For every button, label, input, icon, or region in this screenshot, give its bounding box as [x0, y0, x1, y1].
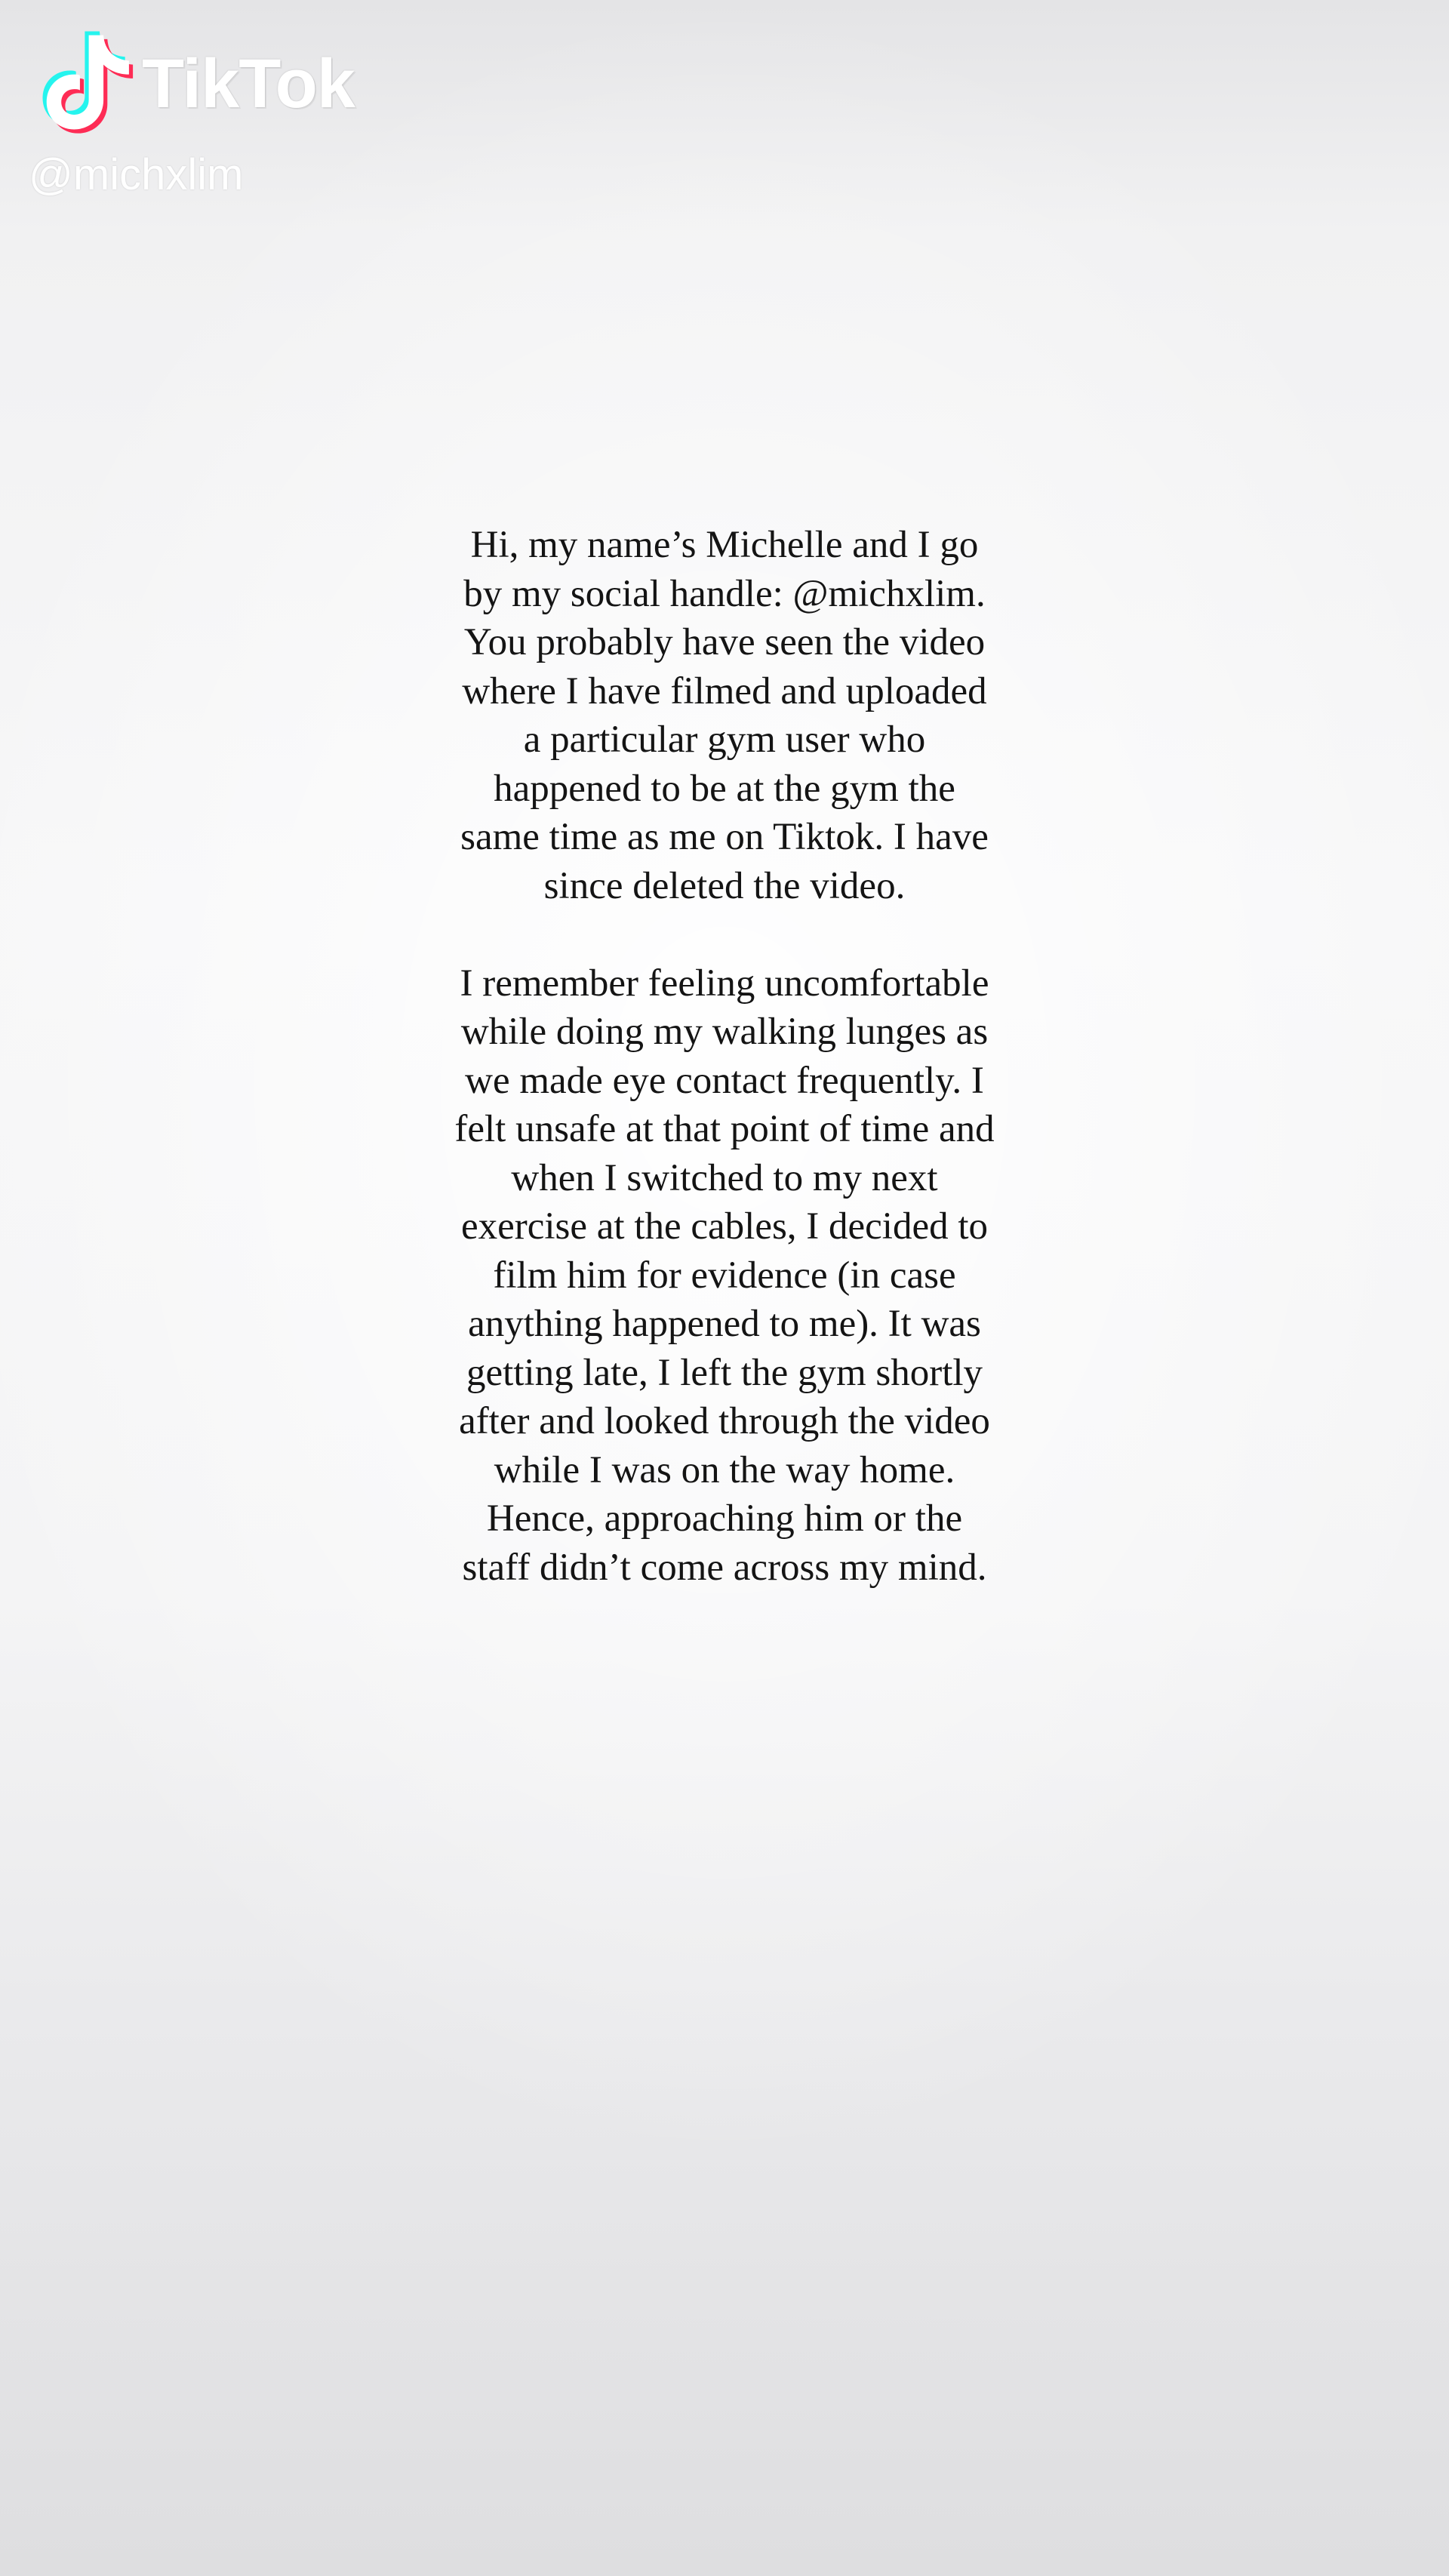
story-text: [453, 521, 996, 1592]
story-paragraph-1: Hi, my name’s Michelle and I go by my social handle: @michxlim. You probably have seen the video where I have filmed and uploaded a particular gym user who happened to be at the gym the same time as me on Tiktok. I have since deleted the video.: [460, 524, 989, 907]
tiktok-note-icon: [38, 27, 136, 140]
watermark-brand: TikTok: [142, 45, 355, 122]
watermark-brand-row: [38, 27, 430, 140]
watermark-handle: @michxlim: [29, 150, 244, 199]
tiktok-watermark: [29, 27, 430, 208]
story-paragraph-2: I remember feeling uncomfortable while doing my walking lunges as we made eye contact frequently. I felt unsafe at that point of time and when I switched to my next exercise at the cables, I decided to film him for evidence (in case anything happened to me). It was getting late, I left the gym shortly after and looked through the video while I was on the way home. Hence, approaching him or the staff didn’t come across my mind.: [454, 962, 995, 1589]
